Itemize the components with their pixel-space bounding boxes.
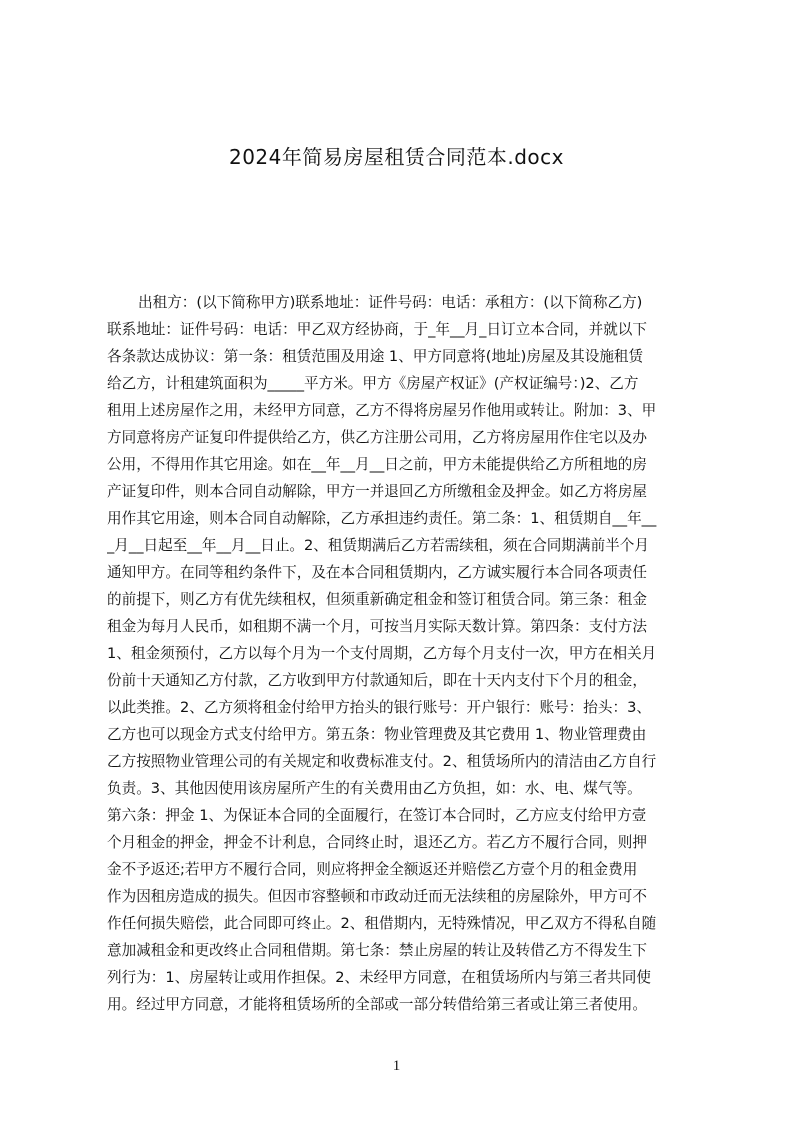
body-line: 份前十天通知乙方付款，乙方收到甲方付款通知后，即在十天内支付下个月的租金， bbox=[107, 672, 647, 689]
page-number: 1 bbox=[392, 1058, 401, 1074]
body-line: _月__日起至__年__月__日止。2、租赁期满后乙方若需续租，须在合同期满前半个月 bbox=[107, 537, 649, 554]
body-line: 联系地址：证件号码：电话：甲乙双方经协商，于_年__月_日订立本合同，并就以下 bbox=[107, 321, 647, 338]
body-line: 意加减租金和更改终止合同租借期。第七条：禁止房屋的转让及转借乙方不得发生下 bbox=[107, 942, 647, 959]
body-line: 产证复印件，则本合同自动解除，甲方一并退回乙方所缴租金及押金。如乙方将房屋 bbox=[107, 483, 647, 500]
body-line: 租用上述房屋作之用，未经甲方同意，乙方不得将房屋另作他用或转让。附加：3、甲 bbox=[107, 402, 657, 419]
body-line: 公用，不得用作其它用途。如在__年__月__日之前，甲方未能提供给乙方所租地的房 bbox=[107, 456, 647, 473]
body-line: 个月租金的押金，押金不计利息，合同终止时，退还乙方。若乙方不履行合同，则押 bbox=[107, 834, 647, 851]
body-line: 乙方也可以现金方式支付给甲方。第五条：物业管理费及其它费用 1、物业管理费由 bbox=[107, 726, 647, 743]
body-line: 金不予返还;若甲方不履行合同，则应将押金全额返还并赔偿乙方壹个月的租金费用 bbox=[107, 861, 638, 878]
body-line: 负责。3、其他因使用该房屋所产生的有关费用由乙方负担，如：水、电、煤气等。 bbox=[107, 780, 642, 797]
body-line: 1、租金须预付，乙方以每个月为一个支付周期，乙方每个月支付一次，甲方在相关月 bbox=[107, 645, 657, 662]
body-line: 的前提下，则乙方有优先续租权，但须重新确定租金和签订租赁合同。第三条：租金 bbox=[107, 591, 647, 608]
body-line: 给乙方，计租建筑面积为_____平方米。甲方《房屋产权证》(产权证编号：)2、乙方 bbox=[107, 375, 639, 392]
body-line: 用。经过甲方同意，才能将租赁场所的全部或一部分转借给第三者或让第三者使用。 bbox=[107, 996, 647, 1013]
body-line: 第六条：押金 1、为保证本合同的全面履行，在签订本合同时，乙方应支付给甲方壹 bbox=[107, 807, 647, 824]
body-line: 租金为每月人民币，如租期不满一个月，可按当月实际天数计算。第四条：支付方法 bbox=[107, 618, 647, 635]
body-line: 通知甲方。在同等租约条件下，及在本合同租赁期内，乙方诚实履行本合同各项责任 bbox=[107, 564, 647, 581]
body-line: 方同意将房产证复印件提供给乙方，供乙方注册公司用，乙方将房屋用作住宅以及办 bbox=[107, 429, 647, 446]
document-title: 2024年简易房屋租赁合同范本.docx bbox=[228, 145, 565, 169]
body-line: 作任何损失赔偿，此合同即可终止。2、租借期内，无特殊情况，甲乙双方不得私自随 bbox=[107, 915, 657, 932]
body-line: 乙方按照物业管理公司的有关规定和收费标准支付。2、租赁场所内的清洁由乙方自行 bbox=[107, 753, 657, 770]
body-line: 列行为：1、房屋转让或用作担保。2、未经甲方同意，在租赁场所内与第三者共同使 bbox=[107, 969, 651, 986]
body-line: 用作其它用途，则本合同自动解除，乙方承担违约责任。第二条：1、租赁期自__年__ bbox=[107, 510, 657, 527]
document-body bbox=[107, 289, 697, 1018]
body-line: 以此类推。2、乙方须将租金付给甲方抬头的银行账号：开户银行：账号：抬头：3、 bbox=[107, 699, 651, 716]
body-line: 出租方：(以下简称甲方)联系地址：证件号码：电话：承租方：(以下简称乙方) bbox=[138, 294, 643, 311]
body-line: 作为因租房造成的损失。但因市容整顿和市政动迁而无法续租的房屋除外，甲方可不 bbox=[107, 888, 647, 905]
body-line: 各条款达成协议：第一条：租赁范围及用途 1、甲方同意将(地址)房屋及其设施租赁 bbox=[107, 348, 644, 365]
